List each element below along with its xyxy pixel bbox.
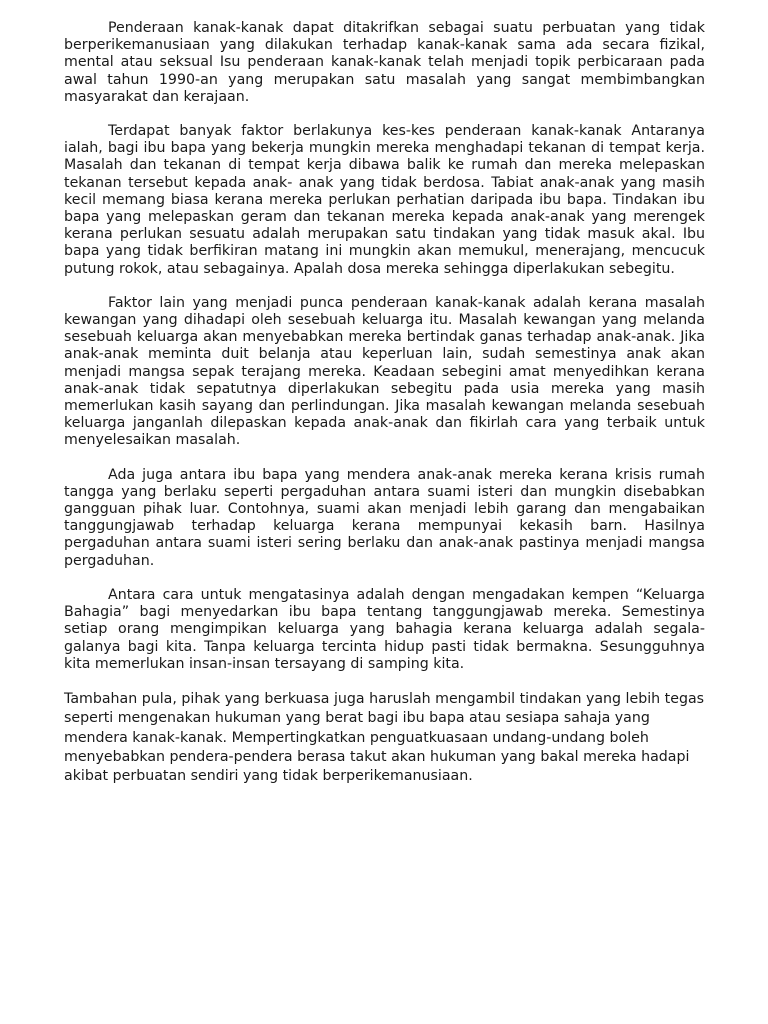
paragraph-6: Tambahan pula, pihak yang berkuasa juga haruslah mengambil tindakan yang lebih tegas seperti mengenakan hukuman yang berat bagi ibu bapa atau sesiapa sahaja yang mendera kanak-kanak. Mempertingkatkan penguatkuasaan undang-undang boleh menyebabkan pendera-pendera berasa takut akan hukuman yang bakal mereka hadapi akibat perbuatan sendiri yang tidak berperikemanusiaan.	[64, 690, 705, 785]
paragraph-1: Penderaan kanak-kanak dapat ditakrifkan sebagai suatu perbuatan yang tidak berperikemanusiaan yang dilakukan terhadap kanak-kanak sama ada secara fizikal, mental atau seksual Isu penderaan kanak-kanak telah menjadi topik perbicaraan pada awal tahun 1990-an yang merupakan satu masalah yang sangat membimbangkan masyarakat dan kerajaan.	[64, 20, 705, 105]
paragraph-3: Faktor lain yang menjadi punca penderaan kanak-kanak adalah kerana masalah kewangan yang dihadapi oleh sesebuah keluarga itu. Masalah kewangan yang melanda sesebuah keluarga akan menyebabkan mereka bertindak ganas terhadap anak-anak. Jika anak-anak meminta duit belanja atau keperluan lain, sudah semestinya anak akan menjadi mangsa sepak terajang mereka. Keadaan sebegini amat menyedihkan kerana anak-anak tidak sepatutnya diperlakukan sebegitu pada usia mereka yang masih memerlukan kasih sayang dan perlindungan. Jika masalah kewangan melanda sesebuah keluarga janganlah dilepaskan kepada anak-anak dan fikirlah cara yang terbaik untuk menyelesaikan masalah.	[64, 294, 705, 449]
paragraph-5: Antara cara untuk mengatasinya adalah dengan mengadakan kempen “Keluarga Bahagia” bagi menyedarkan ibu bapa tentang tanggungjawab mereka. Semestinya setiap orang mengimpikan keluarga yang bahagia kerana keluarga adalah segala-galanya bagi kita. Tanpa keluarga tercinta hidup pasti tidak bermakna. Sesungguhnya kita memerlukan insan-insan tersayang di samping kita.	[64, 586, 705, 672]
paragraph-2: Terdapat banyak faktor berlakunya kes-kes penderaan kanak-kanak Antaranya ialah, bagi ibu bapa yang bekerja mungkin mereka menghadapi tekanan di tempat kerja. Masalah dan tekanan di tempat kerja dibawa balik ke rumah dan mereka melepaskan tekanan tersebut kepada anak- anak yang tidak berdosa. Tabiat anak-anak yang masih kecil memang biasa kerana mereka perlukan perhatian daripada ibu bapa. Tindakan ibu bapa yang melepaskan geram dan tekanan mereka kepada anak-anak yang merengek kerana perlukan sesuatu adalah merupakan satu tindakan yang tidak masuk akal. Ibu bapa yang tidak berfikiran matang ini mungkin akan memukul, menerajang, mencucuk putung rokok, atau sebagainya. Apalah dosa mereka sehingga diperlakukan sebegitu.	[64, 123, 705, 277]
paragraph-4: Ada juga antara ibu bapa yang mendera anak-anak mereka kerana krisis rumah tangga yang berlaku seperti pergaduhan antara suami isteri dan mungkin disebabkan gangguan pihak luar. Contohnya, suami akan menjadi lebih garang dan mengabaikan tanggungjawab terhadap keluarga kerana mempunyai kekasih barn. Hasilnya pergaduhan antara suami isteri sering berlaku dan anak-anak pastinya menjadi mangsa pergaduhan.	[64, 466, 705, 569]
